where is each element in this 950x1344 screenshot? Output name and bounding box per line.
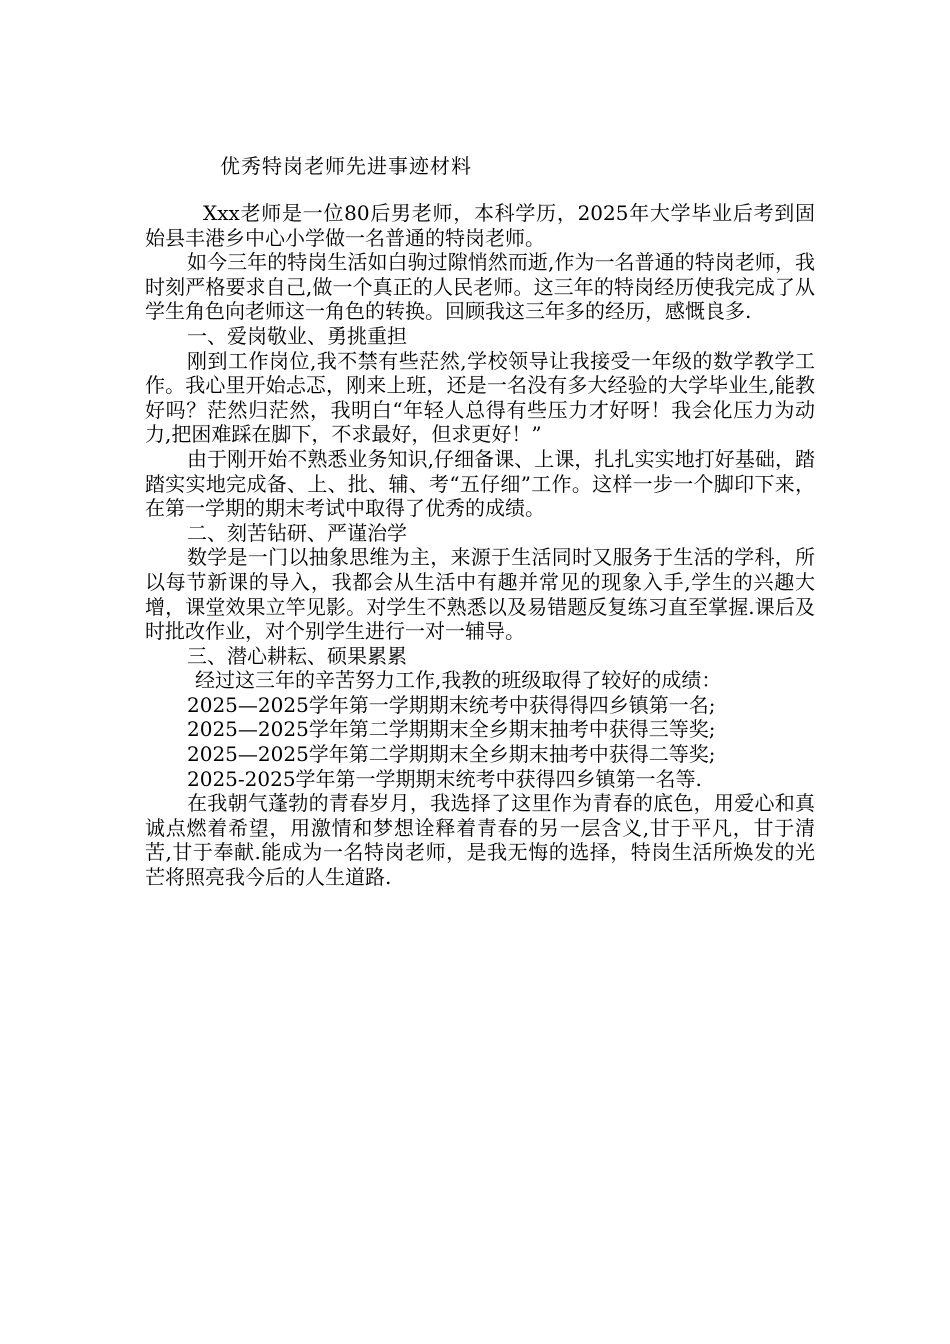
paragraph-intro: Xxx老师是一位80后男老师，本科学历，2025年大学毕业后考到固始县丰港乡中心小学做一名普通的特岗老师。 — [145, 201, 815, 250]
achievement-item: 2025-2025学年第一学期期末统考中获得四乡镇第一名等. — [187, 766, 702, 791]
section-heading-3: 三、潜心耕耘、硕果累累 — [187, 643, 407, 668]
document-body — [145, 201, 815, 890]
achievement-item: 2025—2025学年第一学期期末统考中获得得四乡镇第一名; — [187, 692, 716, 717]
section-heading-1: 一、爱岗敬业、勇挑重担 — [187, 323, 407, 348]
document-title: 优秀特岗老师先进事迹材料 — [220, 154, 472, 178]
paragraph-section2: 数学是一门以抽象思维为主，来源于生活同时又服务于生活的学科，所以每节新课的导入，我都会从生活中有趣并常见的现象入手,学生的兴趣大增，课堂效果立竿见影。对学生不熟悉以及易错题反复练习直至掌握.课后及时批改作业，对个别学生进行一对一辅导。 — [145, 545, 815, 644]
paragraph-overview: 如今三年的特岗生活如白驹过隙悄然而逝,作为一名普通的特岗老师，我时刻严格要求自己,做一个真正的人民老师。这三年的特岗经历使我完成了从学生角色向老师这一角色的转换。回顾我这三年多的经历，感慨良多. — [145, 250, 815, 324]
paragraph-conclusion: 在我朝气蓬勃的青春岁月，我选择了这里作为青春的底色，用爱心和真诚点燃着希望，用激情和梦想诠释着青春的另一层含义,甘于平凡，甘于清苦,甘于奉献.能成为一名特岗老师，是我无悔的选择，特岗生活所焕发的光芒将照亮我今后的人生道路. — [145, 791, 815, 890]
paragraph-section1-a: 刚到工作岗位,我不禁有些茫然,学校领导让我接受一年级的数学教学工作。我心里开始忐忑，刚来上班，还是一名没有多大经验的大学毕业生,能教好吗？茫然归茫然，我明白“年轻人总得有些压力才好呀！我会化压力为动力,把困难踩在脚下，不求最好，但求更好！” — [145, 348, 815, 447]
paragraph-section1-b: 由于刚开始不熟悉业务知识,仔细备课、上课，扎扎实实地打好基础，踏踏实实地完成备、上、批、辅、考“五仔细”工作。这样一步一个脚印下来，在第一学期的期末考试中取得了优秀的成绩。 — [145, 446, 815, 521]
achievement-item: 2025—2025学年第二学期期末全乡期末抽考中获得三等奖; — [187, 717, 716, 742]
paragraph-section3-intro: 经过这三年的辛苦努力工作,我教的班级取得了较好的成绩： — [195, 668, 722, 693]
section-heading-2: 二、刻苦钻研、严谨治学 — [187, 520, 407, 545]
achievement-item: 2025—2025学年第二学期期末全乡期末抽考中获得二等奖; — [187, 742, 716, 767]
